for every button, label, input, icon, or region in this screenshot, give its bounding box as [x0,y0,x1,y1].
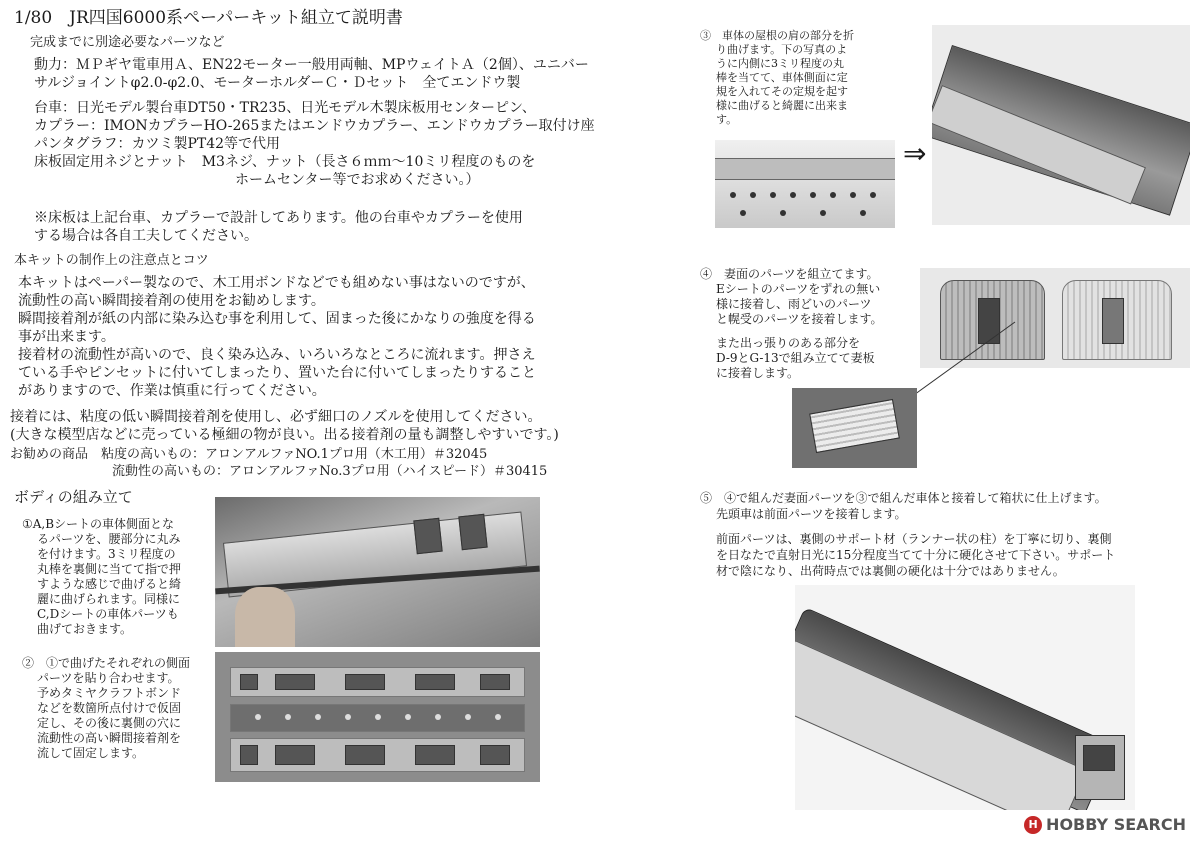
step-4-line: と幌受のパーツを接着します。 [716,312,883,326]
tips-line-5: 接着材の流動性が高いので、良く染み込み、いろいろなところに流れます。押さえ [18,347,536,363]
window-cutout [345,674,385,690]
step-3-line: 棒を当てて、車体側面に定 [716,71,848,84]
rivet-hole [850,192,856,198]
page-title: 1/80 JR四国6000系ペーパーキット組立て説明書 [14,8,403,28]
step-1-line: 丸棒を裏側に当てて指で押 [37,562,182,576]
rivet-hole [405,714,411,720]
rivet-hole [740,210,746,216]
front-panel-line: を日なたで直射日光に15分程度当てて十分に硬化させて下さい。サポート [716,548,1116,562]
window-cutout [345,745,385,765]
rivet-hole [435,714,441,720]
screw-line-2: ホームセンター等でお求めください。） [235,172,480,188]
step-3-detail-photo [715,140,895,228]
door-cutout [1102,298,1124,344]
step-1-photo [215,497,540,647]
tips-heading: 本キットの制作上の注意点とコツ [14,253,209,268]
rivet-hole [860,210,866,216]
watermark-text: HOBBY SEARCH [1046,814,1186,834]
watermark [1024,815,1186,835]
step-2-line: 定し、その後に裏側の穴に [37,716,182,730]
recommend-line-1: お勧めの商品 粘度の高いもの：アロンアルファNO.1プロ用（木工用）＃32045 [10,447,488,462]
front-panel-line: 材で陰になり、出荷時点では裏側の硬化は十分ではありません。 [716,564,1065,578]
recommend-line-2: 流動性の高いもの：アロンアルファNo.3プロ用（ハイスピード）＃30415 [112,464,548,479]
note-line-2: する場合は各自工夫してください。 [34,228,258,244]
step-4-line: また出っ張りのある部分を [716,336,861,350]
step-4-line: Eシートのパーツをずれの無い [716,282,881,296]
rivet-hole [870,192,876,198]
rivet-hole [465,714,471,720]
rivet-hole [830,192,836,198]
step-2-line: ② ①で曲げたそれぞれの側面 [22,656,191,670]
truck-line-1: 台車：日光モデル製台車DT50・TR235、日光モデル木製床板用センターピン、 [34,100,536,116]
step-2-photo [215,652,540,782]
truck-line-2: カプラー：IMONカプラーHO-265またはエンドウカプラー、エンドウカプラー取付け座 [34,118,595,134]
step-1-line: 麗に曲げられます。同様に [37,592,181,606]
rivet-hole [255,714,261,720]
step-2-line: 流して固定します。 [37,746,145,760]
tips-line-7: がありますので、作業は慎重に行ってください。 [18,383,326,399]
tips-line-1: 本キットはペーパー製なので、木工用ボンドなどでも組めない事はないのですが、 [18,275,535,291]
side-strip [715,158,895,180]
truck-line-3: パンタグラフ：カツミ製PT42等で代用 [34,136,281,152]
step-4-line: に接着します。 [716,366,800,380]
step-3-line: うに内側に3ミリ程度の丸 [716,57,844,70]
step-2-line: などを数箇所点付けで仮固 [37,701,182,715]
rivet-hole [810,192,816,198]
screw-line-1: 床板固定用ネジとナット M3ネジ、ナット（長さ６ｍｍ～10ミリ程度のものを [34,154,536,170]
window-cutout [413,518,442,555]
step-2-line: 流動性の高い瞬間接着剤を [37,731,182,745]
tips-line-6: ている手やピンセットに付いてしまったり、置いた台に付いてしまったりすること [18,365,536,381]
window-cutout [240,745,258,765]
step-1-line: を付けます。3ミリ程度の [37,547,176,561]
hobby-search-logo-icon: H [1024,816,1042,834]
rivet-hole [495,714,501,720]
window-cutout [480,674,510,690]
step-3-line: 様に曲げると綺麗に出来ま [716,99,848,112]
step-3-line: り曲げます。下の写真のよ [716,43,848,56]
step-3-line: 規を入れてその定規を起す [716,85,848,98]
tips-line-3: 瞬間接着剤が紙の内部に染み込む事を利用して、固まった後にかなりの強度を得る [18,311,536,327]
step-1-line: 曲げておきます。 [37,622,133,636]
step-1-line: すような感じで曲げると綺 [37,577,182,591]
glue-line-2: (大きな模型店などに売っている極細の物が良い。出る接着剤の量も調整しやすいです。) [10,427,559,443]
step-2-line: 予めタミヤクラフトボンド [37,686,182,700]
step-4-line: ④ 妻面のパーツを組立てます。 [700,267,879,281]
note-line-1: ※床板は上記台車、カプラーで設計してあります。他の台車やカプラーを使用 [34,210,523,226]
step-5-photo [795,585,1135,810]
window-cutout [275,674,315,690]
rivet-hole [345,714,351,720]
window-cutout [415,674,455,690]
tips-line-4: 事が出来ます。 [18,329,115,345]
step-3-line: す。 [716,113,738,126]
step-1-line: C,Dシートの車体パーツも [37,607,179,621]
step-5-line: 先頭車は前面パーツを接着します。 [716,507,907,521]
window-cutout [415,745,455,765]
rivet-hole [730,192,736,198]
rivet-hole [770,192,776,198]
motor-line-2: サルジョイントφ2.0-φ2.0、モーターホルダーＣ・Ｄセット 全てエンドウ製 [34,75,521,91]
body-assembly-heading: ボディの組み立て [14,488,133,506]
step-3-line: ③ 車体の屋根の肩の部分を折 [700,29,854,42]
rivet-hole [285,714,291,720]
step-2-line: パーツを貼り合わせます。 [37,671,180,685]
front-window [1083,745,1115,771]
parts-heading: 完成までに別途必要なパーツなど [30,35,225,50]
bump-part [809,399,900,453]
step-4-detail-photo [792,388,917,468]
step-4-line: D-9とG-13で組み立てて妻板 [716,351,875,365]
rivet-hole [750,192,756,198]
front-panel-line: 前面パーツは、裏側のサポート材（ランナー状の柱）を丁寧に切り、裏側 [716,532,1112,546]
rivet-hole [780,210,786,216]
window-cutout [480,745,510,765]
step-3-photo [932,25,1190,225]
arrow-right-icon: ⇒ [903,137,927,170]
tips-line-2: 流動性の高い瞬間接着剤の使用をお勧めします。 [18,293,325,309]
window-cutout [275,745,315,765]
rivet-hole [375,714,381,720]
glue-line-1: 接着には、粘度の低い瞬間接着剤を使用し、必ず細口のノズルを使用してください。 [10,409,542,425]
window-cutout [458,514,487,551]
step-4-line: 様に接着し、雨どいのパーツ [716,297,872,311]
finger [235,587,295,647]
rivet-hole [315,714,321,720]
rivet-hole [790,192,796,198]
rivet-hole [820,210,826,216]
step-5-line: ⑤ ④で組んだ妻面パーツを③で組んだ車体と接着して箱状に仕上げます。 [700,491,1107,505]
window-cutout [240,674,258,690]
step-1-line: ①A,Bシートの車体側面とな [22,517,175,531]
step-1-line: るパーツを、腰部分に丸み [37,532,181,546]
motor-line-1: 動力：ＭＰギヤ電車用Ａ、EN22モーター一般用両軸、MPウェイトＡ（2個）、ユニバー [34,57,589,73]
